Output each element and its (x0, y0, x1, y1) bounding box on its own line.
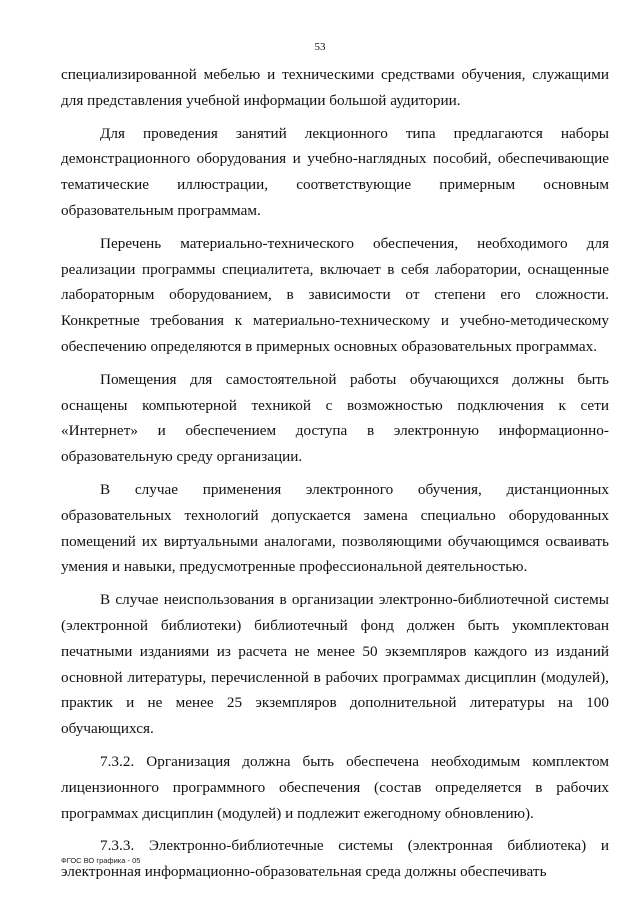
footer-label: ФГОС ВО графика - 05 (61, 856, 141, 865)
body-text (61, 62, 609, 892)
paragraph-e-learning: В случае применения электронного обучения, дистанционных образовательных технологий допускается замена специально оборудованных помещений их виртуальными аналогами, позволяющими обучающимся осваивать умения и навыки, предусмотренные профессиональной деятельностью. (61, 480, 609, 576)
paragraph-section-7-3-2: 7.3.2. Организация должна быть обеспечена необходимым комплектом лицензионного программного обеспечения (состав определяется в рабочих программах дисциплин (модулей) и подлежит ежегодному обновлению). (61, 752, 609, 822)
paragraph-section-7-3-3: 7.3.3. Электронно-библиотечные системы (электронная библиотека) и электронная информационно-образовательная среда должны обеспечивать (61, 837, 609, 881)
paragraph-self-study-rooms: Помещения для самостоятельной работы обучающихся должны быть оснащены компьютерной техникой с возможностью подключения к сети «Интернет» и обеспечением доступа в электронную информационно-образовательную среду организации. (61, 370, 609, 466)
page-number: 53 (314, 41, 326, 53)
paragraph-material-technical-list: Перечень материально-технического обеспечения, необходимого для реализации программы специалитета, включает в себя лаборатории, оснащенные лабораторным оборудованием, в зависимости от степени его сложности. Конкретные требования к материально-техническому и учебно-методическому обеспечению определяются в примерных основных образовательных программах. (61, 234, 609, 355)
paragraph-library-fund: В случае неиспользования в организации электронно-библиотечной системы (электронной библиотеки) библиотечный фонд должен быть укомплектован печатными изданиями из расчета не менее 50 экземпляров каждого из изданий основной литературы, перечисленной в рабочих программах дисциплин (модулей), практик и не менее 25 экземпляров дополнительной литературы на 100 обучающихся. (61, 591, 609, 738)
paragraph-continuation: специализированной мебелью и техническими средствами обучения, служащими для представления учебной информации большой аудитории. (61, 66, 609, 109)
paragraph-lecture-equipment: Для проведения занятий лекционного типа предлагаются наборы демонстрационного оборудования и учебно-наглядных пособий, обеспечивающие тематические иллюстрации, соответствующие примерным основным образовательным программам. (61, 124, 609, 219)
